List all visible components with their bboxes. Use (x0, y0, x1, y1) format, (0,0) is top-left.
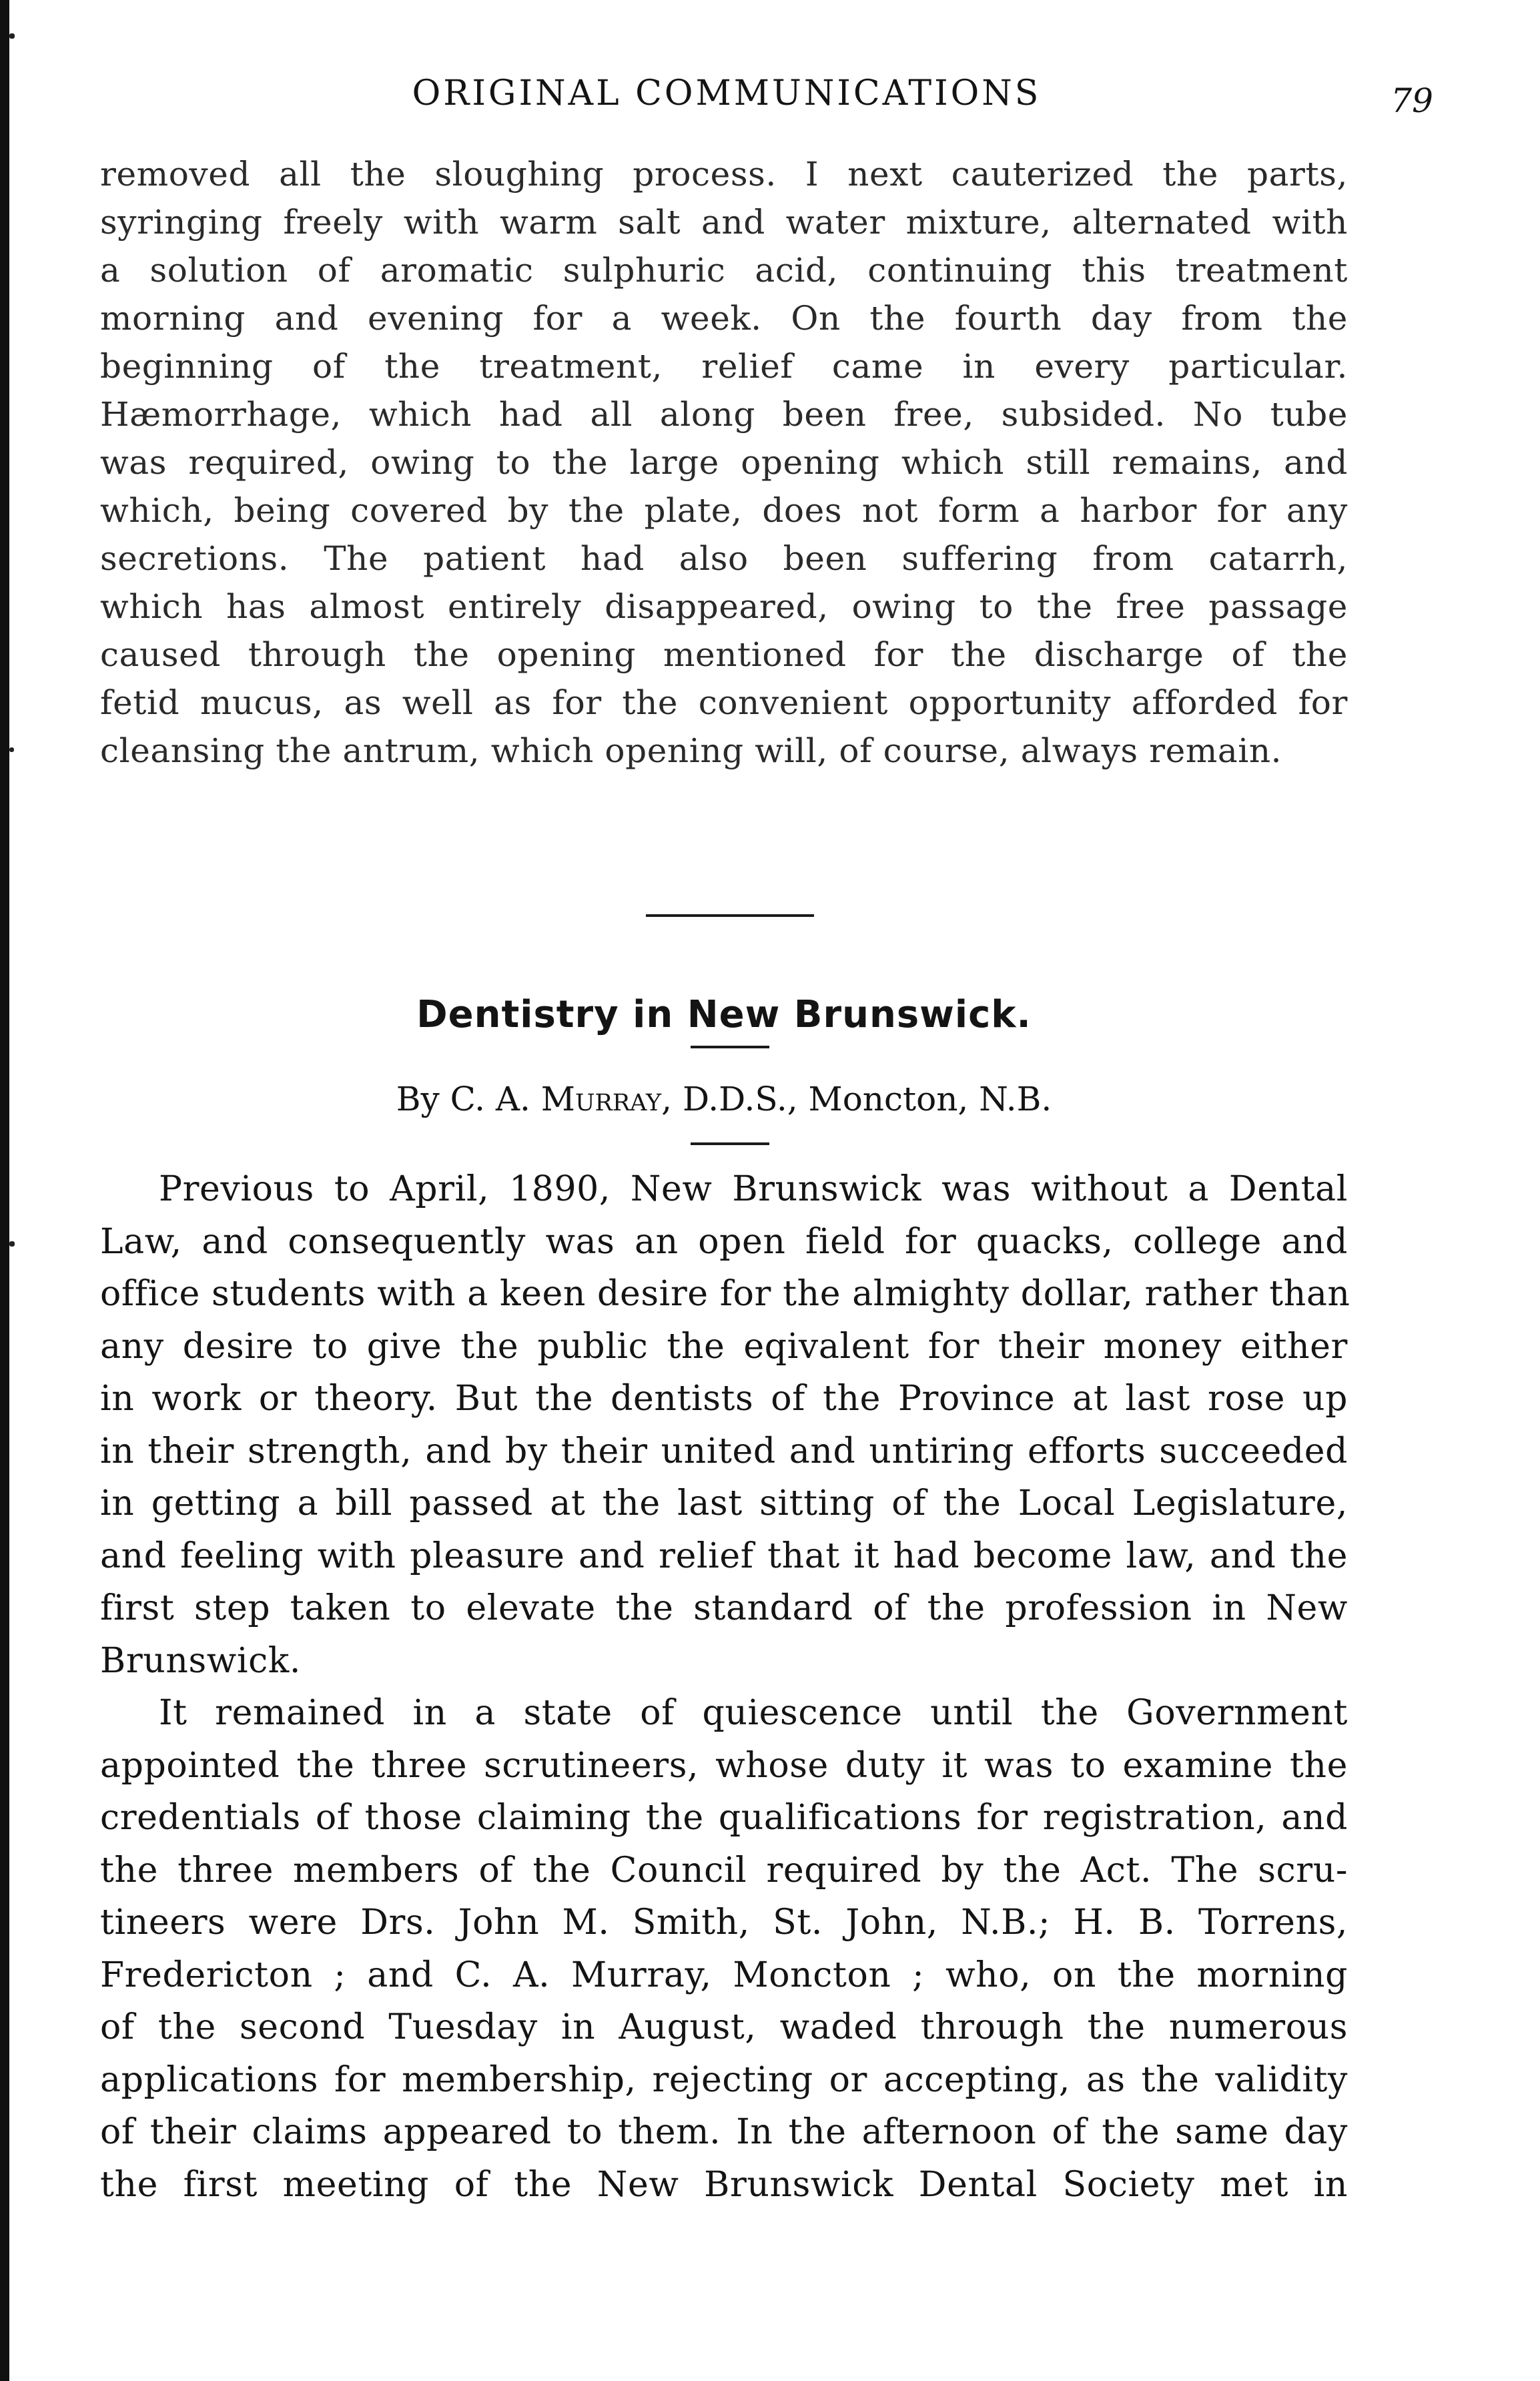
text-line: tineers were Drs. John M. Smith, St. John, N.B.; H. B. Torrens, (100, 1903, 1348, 1943)
text-line: removed all the sloughing process. I next cauterized the parts, (100, 155, 1348, 194)
text-line: in their strength, and by their united and untiring efforts succeeded (100, 1431, 1348, 1471)
text-line: applications for membership, rejecting or accepting, as the validity (100, 2059, 1348, 2100)
text-line: appointed the three scrutineers, whose duty it was to examine the (100, 1745, 1348, 1786)
scan-artifact-mark (9, 1241, 15, 1247)
text-line: beginning of the treatment, relief came in every particular. (100, 347, 1348, 386)
text-line: in getting a bill passed at the last sitting of the Local Legislature, (100, 1483, 1348, 1523)
running-header-title: ORIGINAL COMMUNICATIONS (412, 73, 1042, 113)
text-line: which has almost entirely disappeared, owing to the free passage (100, 587, 1348, 626)
text-line: Fredericton ; and C. A. Murray, Moncton ; who, on the morning (100, 1955, 1348, 1995)
running-header (100, 73, 1433, 127)
text-line: credentials of those claiming the qualifications for registration, and (100, 1798, 1348, 1838)
text-line: Law, and consequently was an open field for quacks, college and (100, 1221, 1348, 1262)
text-line: was required, owing to the large opening which still remains, and (100, 443, 1348, 482)
page-number: 79 (1391, 81, 1433, 120)
text-line: It remained in a state of quiescence until the Government (159, 1693, 1348, 1733)
text-line: of the second Tuesday in August, waded through the numerous (100, 2007, 1348, 2047)
article-paragraph-1 (100, 1163, 1351, 1687)
byline-underline-rule (691, 1142, 769, 1145)
text-line: Hæmorrhage, which had all along been free, subsided. No tube (100, 395, 1348, 434)
byline-author: Murray (540, 1080, 662, 1118)
text-line: Brunswick. (100, 1640, 302, 1681)
text-line: morning and evening for a week. On the fourth day from the (100, 299, 1348, 338)
text-line: cleansing the antrum, which opening will, of course, always remain. (100, 731, 1282, 770)
text-line: and feeling with pleasure and relief that it had become law, and the (100, 1536, 1348, 1576)
scan-artifact-mark (9, 747, 14, 752)
article-paragraph-2 (100, 1687, 1348, 2211)
text-line: of their claims appeared to them. In the afternoon of the same day (100, 2112, 1348, 2152)
text-line: in work or theory. But the dentists of the Province at last rose up (100, 1379, 1348, 1419)
continued-article-text (100, 150, 1348, 775)
section-divider-rule (646, 914, 814, 917)
article-byline (100, 1080, 1348, 1118)
text-line: a solution of aromatic sulphuric acid, continuing this treatment (100, 251, 1348, 290)
scan-artifact-mark (9, 33, 15, 39)
text-line: any desire to give the public the eqivalent for their money either (100, 1326, 1348, 1367)
page-binding-edge (0, 0, 9, 2381)
title-underline-rule (691, 1046, 769, 1048)
text-line: Previous to April, 1890, New Brunswick was without a Dental (159, 1169, 1348, 1209)
text-line: the three members of the Council required by the Act. The scru- (100, 1850, 1348, 1891)
text-line: which, being covered by the plate, does not form a harbor for any (100, 491, 1348, 530)
text-line: fetid mucus, as well as for the convenient opportunity afforded for (100, 683, 1348, 722)
text-line: the first meeting of the New Brunswick Dental Society met in (100, 2164, 1348, 2205)
byline-suffix: , D.D.S., Moncton, N.B. (661, 1080, 1052, 1118)
text-line: first step taken to elevate the standard of the profession in New (100, 1588, 1348, 1628)
text-line: secretions. The patient had also been suffering from catarrh, (100, 539, 1348, 578)
article-title: Dentistry in New Brunswick. (416, 992, 1032, 1036)
text-line: office students with a keen desire for the almighty dollar, rather than (100, 1274, 1351, 1314)
text-line: syringing freely with warm salt and water mixture, alternated with (100, 203, 1348, 242)
byline-prefix: By C. A. (396, 1080, 541, 1118)
text-line: caused through the opening mentioned for the discharge of the (100, 635, 1348, 674)
